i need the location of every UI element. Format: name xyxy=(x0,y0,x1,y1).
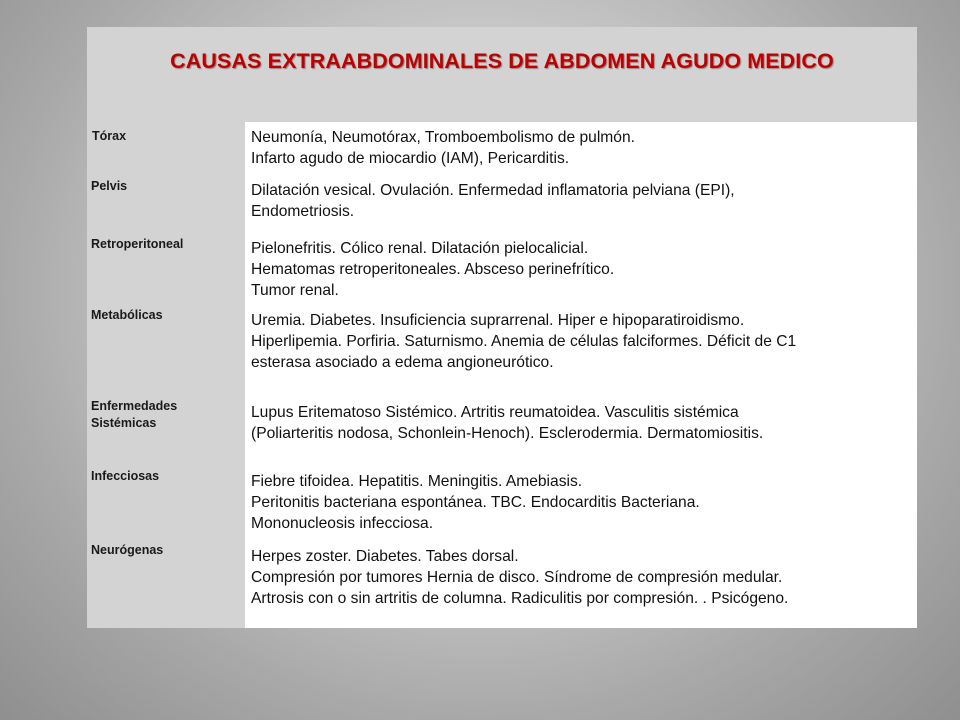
causes-text-infecciosas: Fiebre tifoidea. Hepatitis. Meningitis. Amebiasis. Peritonitis bacteriana espontánea. TBC. Endocarditis Bacteriana. Mononucleosis infecciosa. xyxy=(251,473,700,532)
causes-text-metabolicas: Uremia. Diabetes. Insuficiencia suprarrenal. Hiper e hipoparatiroidismo. Hiperlipemia. Porfiria. Saturnismo. Anemia de células falciformes. Déficit de C1 esterasa asociado a edema angioneurótico. xyxy=(251,312,797,371)
category-label-neurogenas: Neurógenas xyxy=(91,543,164,557)
causes-text-torax: Neumonía, Neumotórax, Tromboembolismo de pulmón. Infarto agudo de miocardio (IAM), Pericarditis. xyxy=(251,129,635,167)
category-label-metabolicas: Metabólicas xyxy=(91,308,163,322)
causes-text-enfermedades-sistemicas: Lupus Eritematoso Sistémico. Artritis reumatoidea. Vasculitis sistémica (Poliarteritis nodosa, Schonlein-Henoch). Esclerodermia. Dermatomiositis. xyxy=(251,404,764,442)
causes-column xyxy=(245,122,917,628)
causes-text-retroperitoneal: Pielonefritis. Cólico renal. Dilatación pielocalicial. Hematomas retroperitoneales. Absceso perinefrítico. Tumor renal. xyxy=(251,240,615,299)
category-label-enfermedades-sistemicas: Enfermedades Sistémicas xyxy=(91,399,178,430)
slide-title: CAUSAS EXTRAABDOMINALES DE ABDOMEN AGUDO MEDICO xyxy=(170,49,834,73)
category-column xyxy=(87,122,245,628)
slide xyxy=(87,27,917,628)
category-label-pelvis: Pelvis xyxy=(91,179,128,193)
causes-text-pelvis: Dilatación vesical. Ovulación. Enfermedad inflamatoria pelviana (EPI), Endometriosis. xyxy=(251,182,735,220)
category-label-infecciosas: Infecciosas xyxy=(91,469,160,483)
category-label-torax: Tórax xyxy=(92,129,127,143)
title-bar xyxy=(87,27,917,122)
category-label-retroperitoneal: Retroperitoneal xyxy=(91,237,184,251)
causes-text-neurogenas: Herpes zoster. Diabetes. Tabes dorsal. Compresión por tumores Hernia de disco. Síndrome de compresión medular. Artrosis con o sin artritis de columna. Radiculitis por compresión. . Psicógeno. xyxy=(251,548,789,607)
